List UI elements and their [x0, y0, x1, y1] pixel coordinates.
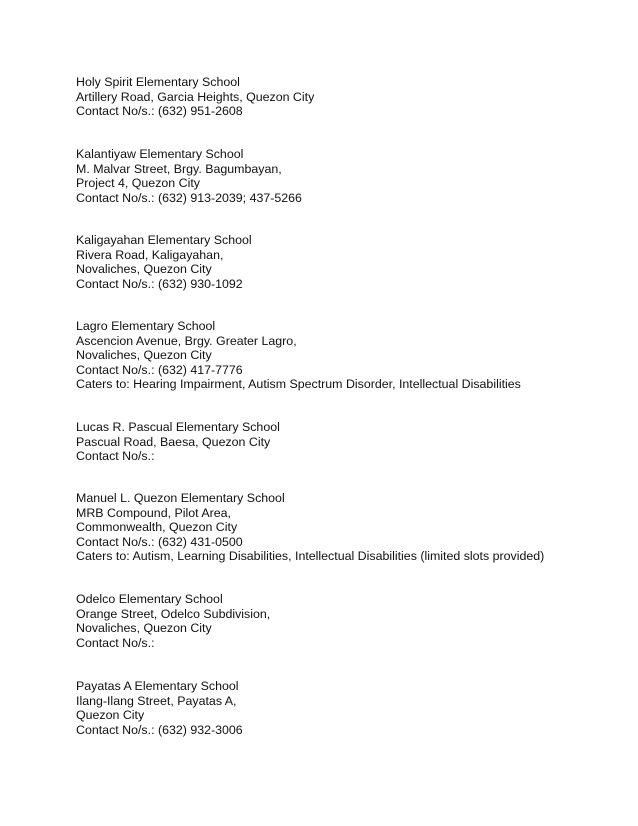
school-name: Kalantiyaw Elementary School	[76, 147, 244, 161]
school-name: Lucas R. Pascual Elementary School	[76, 420, 280, 434]
school-address: Artillery Road, Garcia Heights, Quezon City	[76, 89, 315, 104]
school-name: Kaligayahan Elementary School	[76, 233, 252, 247]
school-entry-manuel-l-quezon	[76, 491, 544, 564]
school-contact: Contact No/s.: (632) 431-0500	[76, 534, 243, 549]
school-address-line-2: Commonwealth, Quezon City	[76, 520, 238, 535]
school-address-line-2: Project 4, Quezon City	[76, 176, 200, 191]
school-contact: Contact No/s.: (632) 930-1092	[76, 276, 243, 291]
school-entry-kalantiyaw	[76, 147, 302, 205]
school-address-line-2: Novaliches, Quezon City	[76, 621, 212, 636]
school-name: Lagro Elementary School	[76, 319, 216, 333]
school-entry-kaligayahan	[76, 233, 252, 291]
school-address-line-1: Ascencion Avenue, Brgy. Greater Lagro,	[76, 333, 297, 348]
school-entry-payatas-a	[76, 679, 243, 737]
school-contact: Contact No/s.:	[76, 449, 155, 464]
school-contact: Contact No/s.:	[76, 635, 155, 650]
school-caters-to: Caters to: Autism, Learning Disabilities, Intellectual Disabilities (limited slots provided)	[76, 549, 545, 564]
school-contact: Contact No/s.: (632) 932-3006	[76, 722, 243, 737]
school-name: Manuel L. Quezon Elementary School	[76, 491, 285, 505]
school-entry-odelco	[76, 592, 270, 650]
school-address: Pascual Road, Baesa, Quezon City	[76, 434, 271, 449]
school-name: Odelco Elementary School	[76, 592, 223, 606]
school-address-line-2: Novaliches, Quezon City	[76, 262, 212, 277]
school-entry-holy-spirit	[76, 75, 314, 119]
school-address-line-1: Orange Street, Odelco Subdivision,	[76, 606, 271, 621]
school-contact: Contact No/s.: (632) 417-7776	[76, 362, 243, 377]
school-name: Holy Spirit Elementary School	[76, 75, 240, 89]
school-address-line-1: Ilang-Ilang Street, Payatas A,	[76, 693, 237, 708]
school-contact: Contact No/s.: (632) 951-2608	[76, 104, 243, 119]
school-address-line-2: Quezon City	[76, 708, 145, 723]
school-name: Payatas A Elementary School	[76, 679, 239, 693]
school-contact: Contact No/s.: (632) 913-2039; 437-5266	[76, 190, 302, 205]
school-address-line-1: M. Malvar Street, Brgy. Bagumbayan,	[76, 161, 282, 176]
school-entry-lagro	[76, 319, 521, 392]
school-caters-to: Caters to: Hearing Impairment, Autism Spectrum Disorder, Intellectual Disabilities	[76, 377, 521, 392]
school-address-line-2: Novaliches, Quezon City	[76, 348, 212, 363]
school-address-line-1: MRB Compound, Pilot Area,	[76, 505, 231, 520]
school-address-line-1: Rivera Road, Kaligayahan,	[76, 247, 224, 262]
school-entry-lucas-r-pascual	[76, 420, 280, 464]
